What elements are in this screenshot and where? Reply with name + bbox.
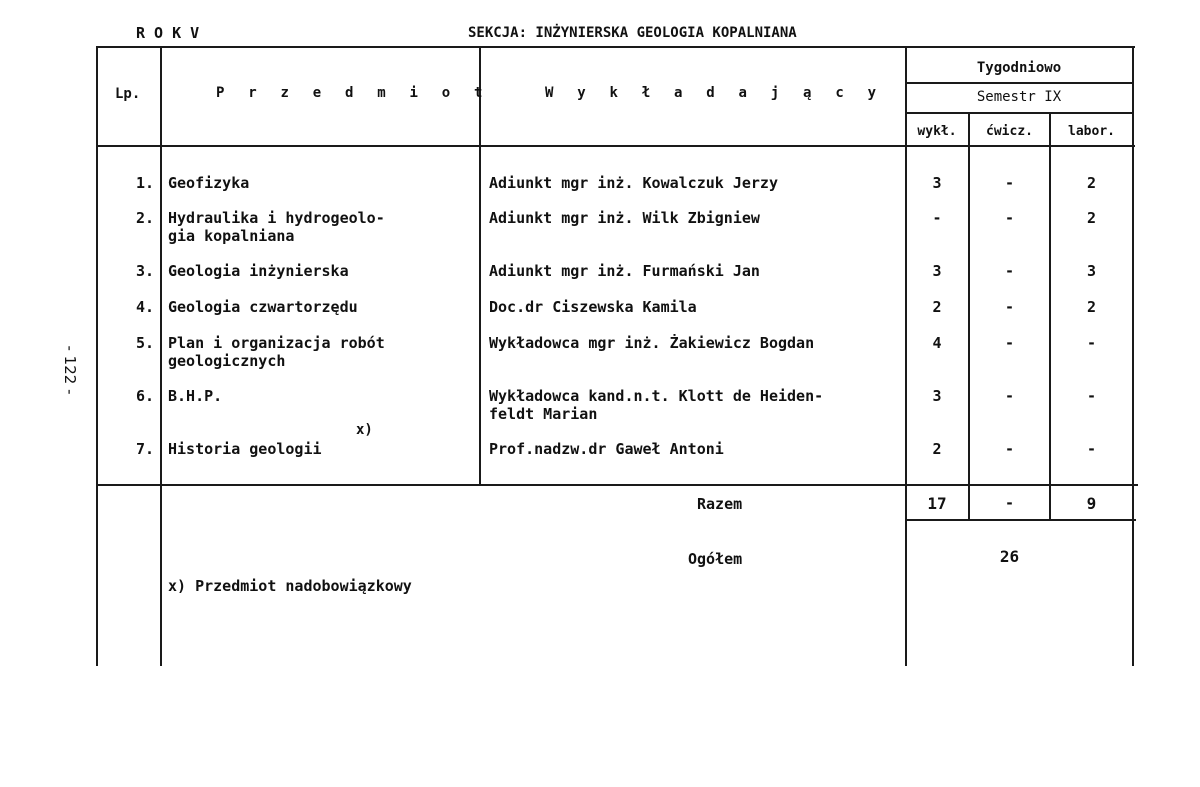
overall-value: 26 (999, 547, 1020, 566)
exercises-hours: - (1004, 440, 1015, 458)
lecturer-name: Adiunkt mgr inż. Kowalczuk Jerzy (489, 174, 778, 192)
exercises-hours: - (1004, 262, 1015, 280)
row-number: 2. (135, 209, 154, 227)
labs-hours: 2 (1086, 298, 1097, 316)
totals-lectures: 17 (927, 494, 947, 513)
column-header-lp: Lp. (115, 86, 141, 102)
totals-label: Razem (697, 495, 743, 513)
labs-hours: 2 (1086, 174, 1097, 192)
section-title: SEKCJA: INŻYNIERSKA GEOLOGIA KOPALNIANA (468, 25, 797, 41)
footnote-marker: x) (356, 422, 373, 438)
year-label: R O K V (136, 24, 200, 42)
lectures-hours: 2 (932, 298, 942, 316)
exercises-hours: - (1004, 209, 1015, 227)
lectures-hours: 3 (932, 262, 942, 280)
subject-name: Geologia inżynierska (168, 262, 349, 280)
footnote-text: x) Przedmiot nadobowiązkowy (168, 577, 412, 595)
lectures-hours: 3 (932, 387, 942, 405)
exercises-hours: - (1004, 387, 1015, 405)
lecturer-name: Wykładowca mgr inż. Żakiewicz Bogdan (489, 334, 815, 352)
lectures-hours: 4 (932, 334, 942, 352)
subject-name: B.H.P. (168, 387, 223, 405)
column-header-semester: Semestr IX (976, 89, 1062, 105)
column-header-exercises: ćwicz. (986, 124, 1033, 139)
row-number: 1. (135, 174, 154, 192)
row-number: 6. (135, 387, 154, 405)
subject-name: Plan i organizacja robót (168, 334, 385, 352)
subject-name: Hydraulika i hydrogeolo- (168, 209, 385, 227)
lectures-hours: 2 (932, 440, 942, 458)
column-header-weekly: Tygodniowo (976, 60, 1062, 76)
totals-exercises: - (1004, 494, 1015, 512)
column-header-lectures: wykł. (917, 124, 957, 139)
column-header-labs: labor. (1068, 124, 1115, 139)
column-header-lecturer: W y k ł a d a j ą c y (545, 85, 884, 101)
lectures-hours: - (932, 209, 942, 227)
labs-hours: 2 (1086, 209, 1097, 227)
exercises-hours: - (1004, 174, 1015, 192)
lecturer-name: Adiunkt mgr inż. Furmański Jan (489, 262, 760, 280)
lectures-hours: 3 (932, 174, 942, 192)
labs-hours: - (1086, 440, 1097, 458)
row-number: 5. (135, 334, 154, 352)
subject-name: Historia geologii (168, 440, 322, 458)
subject-name: Geofizyka (168, 174, 250, 192)
subject-name-line2: gia kopalniana (168, 227, 295, 245)
lecturer-name: Prof.nadzw.dr Gaweł Antoni (489, 440, 724, 458)
column-header-subject: P r z e d m i o t (216, 85, 491, 101)
row-number: 7. (135, 440, 154, 458)
lecturer-name: Wykładowca kand.n.t. Klott de Heiden- (489, 387, 824, 405)
subject-name-line2: geologicznych (168, 352, 286, 370)
row-number: 3. (135, 262, 154, 280)
lecturer-name: Adiunkt mgr inż. Wilk Zbigniew (489, 209, 760, 227)
labs-hours: - (1086, 387, 1097, 405)
totals-labs: 9 (1086, 494, 1097, 513)
lecturer-name: Doc.dr Ciszewska Kamila (489, 298, 697, 316)
subject-name: Geologia czwartorzędu (168, 298, 358, 316)
row-number: 4. (135, 298, 154, 316)
page-number: - 122 - (61, 345, 79, 395)
lecturer-name-line2: feldt Marian (489, 405, 598, 423)
exercises-hours: - (1004, 334, 1015, 352)
labs-hours: - (1086, 334, 1097, 352)
overall-label: Ogółem (688, 550, 743, 568)
labs-hours: 3 (1086, 262, 1097, 280)
exercises-hours: - (1004, 298, 1015, 316)
